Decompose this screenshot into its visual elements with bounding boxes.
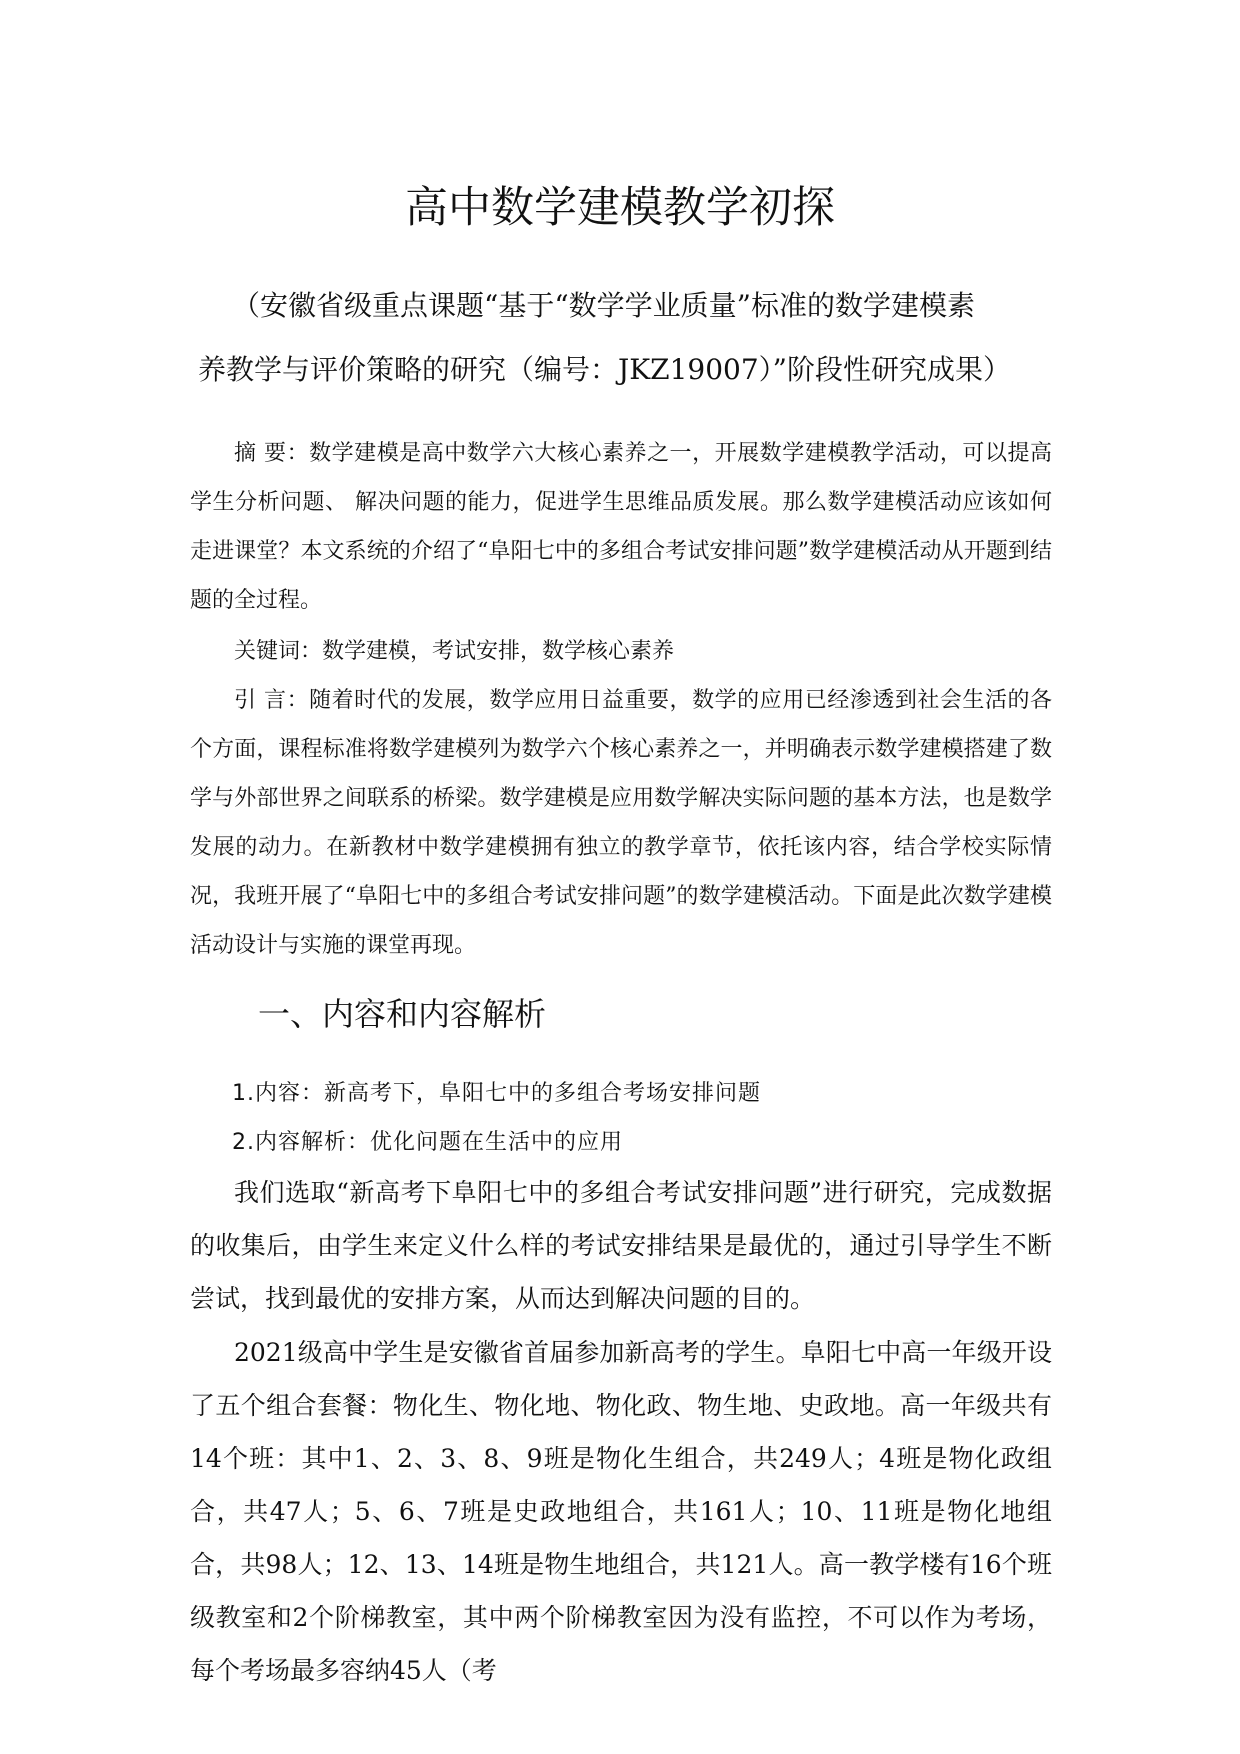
- keywords-paragraph: 关键词：数学建模，考试安排，数学核心素养: [234, 639, 675, 664]
- body-paragraph-2: 2021级高中学生是安徽省首届参加新高考的学生。阜阳七中高一年级开设了五个组合套餐：物化生、物化地、物化政、物生地、史政地。高一年级共有14个班：其中1、2、3、8、9班是物化生组合，共249人；4班是物化政组合，共47人；5、6、7班是史政地组合，共161人；10、11班是物化地组合，共98人；12、13、14班是物生地组合，共121人。高一教学楼有16个班级教室和2个阶梯教室，其中两个阶梯教室因为没有监控，不可以作为考场，每个考场最多容纳45人（考: [190, 1338, 1052, 1685]
- abstract-paragraph: 摘 要：数学建模是高中数学六大核心素养之一，开展数学建模教学活动，可以提高学生分析问题、 解决问题的能力，促进学生思维品质发展。那么数学建模活动应该如何走进课堂？本文系统的介绍了“阜阳七中的多组合考试安排问题”数学建模活动从开题到结题的全过程。: [190, 441, 1052, 613]
- introduction-paragraph: 引 言：随着时代的发展，数学应用日益重要，数学的应用已经渗透到社会生活的各个方面，课程标准将数学建模列为数学六个核心素养之一，并明确表示数学建模搭建了数学与外部世界之间联系的桥梁。数学建模是应用数学解决实际问题的基本方法，也是数学发展的动力。在新教材中数学建模拥有独立的教学章节，依托该内容，结合学校实际情况，我班开展了“阜阳七中的多组合考试安排问题”的数学建模活动。下面是此次数学建模活动设计与实施的课堂再现。: [190, 688, 1052, 958]
- subtitle-line-1: （安徽省级重点课题“基于“数学学业质量”标准的数学建模素: [232, 289, 975, 322]
- section-heading: 一、内容和内容解析: [258, 995, 547, 1033]
- page-title: 高中数学建模教学初探: [405, 183, 835, 233]
- subtitle-line-2: 养教学与评价策略的研究（编号：JKZ19007）”阶段性研究成果）: [198, 353, 1011, 386]
- content-item-2: 2.内容解析：优化问题在生活中的应用: [232, 1130, 623, 1155]
- body-paragraph-1: 我们选取“新高考下阜阳七中的多组合考试安排问题”进行研究，完成数据的收集后，由学生来定义什么样的考试安排结果是最优的，通过引导学生不断尝试，找到最优的安排方案，从而达到解决问题的目的。: [190, 1178, 1052, 1313]
- content-item-1: 1.内容：新高考下，阜阳七中的多组合考场安排问题: [232, 1081, 761, 1106]
